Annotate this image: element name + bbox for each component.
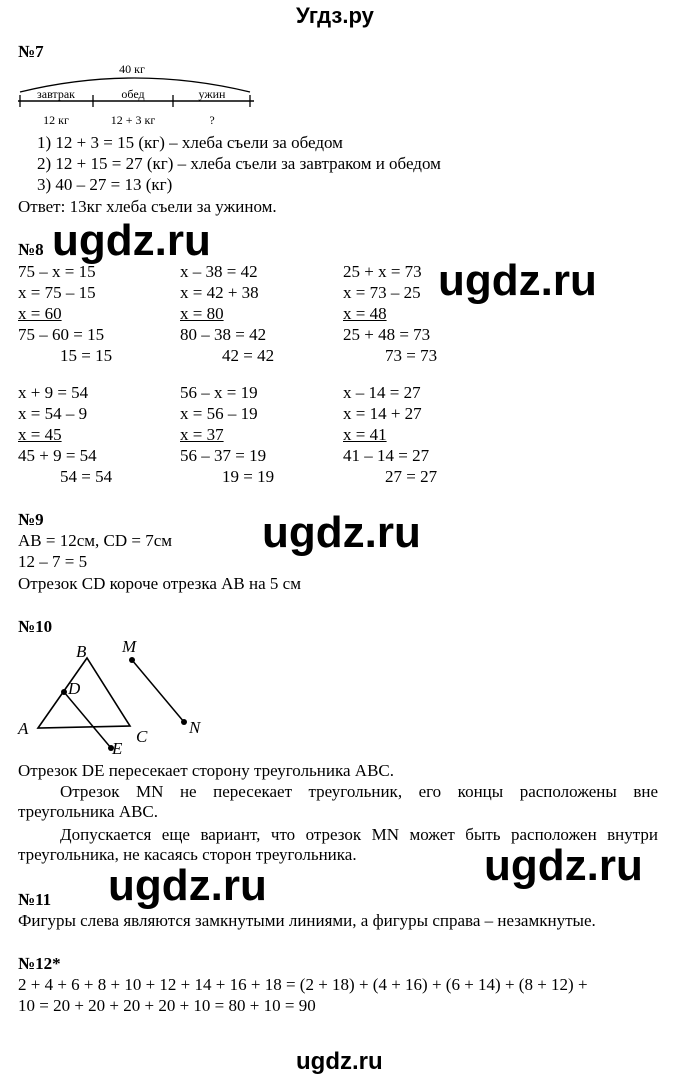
task7-title: №7 [18, 42, 44, 61]
segment-value: 12 кг [43, 113, 69, 127]
segment-label: ужин [198, 87, 226, 101]
task7-segment-diagram [14, 58, 274, 128]
task10-paragraph: Отрезок DE пересекает сторону треугольника ABC. [18, 761, 395, 780]
equation-answer: x = 80 [180, 304, 224, 323]
equation-check: 45 + 9 = 54 [18, 446, 97, 465]
equation-line: x = 56 – 19 [180, 404, 258, 423]
task9-line: Отрезок CD короче отрезка AB на 5 см [18, 574, 301, 593]
equation-line: 56 – x = 19 [180, 383, 258, 402]
point-n [181, 719, 187, 725]
equation-line: 25 + x = 73 [343, 262, 422, 281]
equation-line: 75 – x = 15 [18, 262, 96, 281]
equation-answer: x = 60 [18, 304, 62, 323]
equation-line: x = 73 – 25 [343, 283, 421, 302]
segment-de [64, 692, 111, 748]
point-d [61, 689, 67, 695]
task12-line: 2 + 4 + 6 + 8 + 10 + 12 + 14 + 16 + 18 = (2 + 18) + (4 + 16) + (6 + 14) + (8 + 12) + [18, 975, 588, 994]
equation-answer: x = 41 [343, 425, 387, 444]
point-m [129, 657, 135, 663]
task10-paragraph: Отрезок MN не пересекает треугольник, его концы расположены вне треугольника ABC. [18, 782, 658, 821]
segment-label: завтрак [37, 87, 75, 101]
watermark: ugdz.ru [484, 841, 643, 890]
watermark: ugdz.ru [52, 216, 211, 265]
equation-check-result: 42 = 42 [222, 346, 275, 365]
equation-check: 56 – 37 = 19 [180, 446, 267, 465]
label-d: D [68, 679, 81, 698]
equation-check-result: 27 = 27 [385, 467, 438, 486]
label-b: B [76, 642, 87, 661]
task12-title: №12* [18, 954, 61, 973]
equation-answer: x = 37 [180, 425, 224, 444]
equation-line: x + 9 = 54 [18, 383, 89, 402]
equation-answer: x = 48 [343, 304, 387, 323]
equation-check-result: 73 = 73 [385, 346, 438, 365]
equation-answer: x = 45 [18, 425, 62, 444]
equation-check: 41 – 14 = 27 [343, 446, 430, 465]
equation-check: 75 – 60 = 15 [18, 325, 105, 344]
site-title: Угдз.ру [296, 3, 374, 28]
task9-line: 12 – 7 = 5 [18, 552, 88, 571]
segment-value: 12 + 3 кг [110, 113, 156, 127]
task9-title: №9 [18, 510, 44, 529]
label-n: N [189, 718, 201, 737]
watermark: ugdz.ru [108, 861, 267, 910]
label-c: C [136, 727, 148, 746]
task7-line: 2) 12 + 15 = 27 (кг) – хлеба съели за завтраком и обедом [37, 154, 441, 173]
task12-line: 10 = 20 + 20 + 20 + 20 + 10 = 80 + 10 = 90 [18, 996, 316, 1015]
triangle-abc [38, 658, 130, 728]
equation-line: x – 38 = 42 [180, 262, 258, 281]
task10-paragraph: Допускается еще вариант, что отрезок MN может быть расположен внутри треугольника, не касаясь сторон треугольника. [18, 825, 658, 864]
segment-label: обед [121, 87, 145, 101]
equation-line: x = 54 – 9 [18, 404, 88, 423]
task7-line: 3) 40 – 27 = 13 (кг) [37, 175, 173, 194]
task8-title: №8 [18, 240, 44, 259]
equation-check-result: 15 = 15 [60, 346, 113, 365]
task7-line: 1) 12 + 3 = 15 (кг) – хлеба съели за обедом [37, 133, 343, 152]
watermark: ugdz.ru [438, 256, 597, 305]
equation-line: x = 14 + 27 [343, 404, 422, 423]
equation-line: x – 14 = 27 [343, 383, 421, 402]
equation-check: 80 – 38 = 42 [180, 325, 267, 344]
equation-check-result: 54 = 54 [60, 467, 113, 486]
equation-check: 25 + 48 = 73 [343, 325, 431, 344]
geometry-figure [12, 630, 222, 760]
task9-line: AB = 12см, CD = 7см [18, 531, 173, 550]
equation-line: x = 42 + 38 [180, 283, 259, 302]
task7-answer: Ответ: 13кг хлеба съели за ужином. [18, 197, 277, 216]
total-label: 40 кг [119, 62, 145, 76]
label-a: A [18, 719, 29, 738]
task11-text: Фигуры слева являются замкнутыми линиями, а фигуры справа – незамкнутые. [18, 911, 596, 930]
equation-line: x = 75 – 15 [18, 283, 96, 302]
footer-site-name: ugdz.ru [296, 1048, 383, 1075]
equation-check-result: 19 = 19 [222, 467, 275, 486]
segment-mn [132, 660, 184, 722]
watermark: ugdz.ru [262, 508, 421, 557]
task10-title: №10 [18, 617, 53, 636]
segment-value: ? [209, 113, 215, 127]
task11-title: №11 [18, 890, 52, 909]
label-m: M [122, 637, 137, 656]
label-e: E [112, 739, 123, 758]
